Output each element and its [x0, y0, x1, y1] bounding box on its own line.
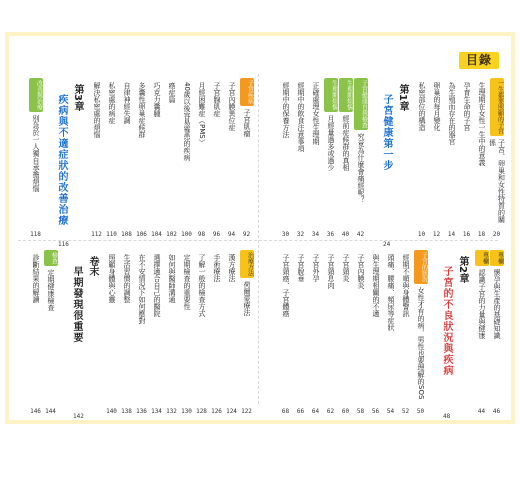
page-number: 18 [477, 231, 486, 238]
row-divider [18, 240, 498, 241]
page-number: 12 [432, 231, 441, 238]
page-number: 96 [212, 231, 221, 238]
chapter-heading[interactable] [50, 78, 86, 248]
toc-entry[interactable] [444, 78, 459, 238]
toc-entry-title: 子宮頸癌、子宮體癌 [282, 254, 290, 317]
toc-entry-title: 子宮頸息肉 [327, 254, 335, 289]
toc-entry[interactable] [28, 250, 43, 415]
page-number: 66 [296, 408, 305, 415]
toc-entry-title: 荷爾蒙療法 [243, 281, 251, 316]
toc-entry-title: 子宮外孕 [312, 254, 320, 282]
toc-entry-title: 自律神經失調 [123, 82, 131, 124]
page-number: 16 [462, 231, 471, 238]
toc-entry-title: 私密部位的構造 [418, 82, 426, 131]
toc-entry-title: 子宮內膜異位症 [228, 82, 236, 131]
toc-entry[interactable] [179, 78, 194, 238]
toc-entry[interactable] [278, 78, 293, 238]
page-number: 30 [281, 231, 290, 238]
toc-entry[interactable] [89, 78, 104, 238]
toc-entry-title: 為生殖而存在的器官 [448, 82, 456, 145]
section-label: 改善與治療 [29, 78, 43, 112]
toc-entry-title: 如何與醫師溝通 [168, 254, 176, 303]
toc-entry[interactable] [323, 78, 338, 238]
toc-entry[interactable] [209, 250, 224, 415]
toc-entry[interactable] [278, 250, 293, 415]
section-label: 子宮健康自我檢查 [354, 78, 368, 130]
toc-entry-title: 子宮脫垂 [297, 254, 305, 282]
page-number: 56 [371, 408, 380, 415]
toc-entry[interactable] [368, 250, 383, 415]
toc-entry-title: 漢方療法 [228, 254, 236, 282]
toc-entry-title: 經前症候群的真相 [342, 115, 350, 171]
toc-entry-title: 究竟為什麼會痛經呢？ [357, 133, 365, 203]
section-label: 子宮疾病 [240, 78, 254, 106]
toc-entry[interactable] [293, 78, 308, 238]
page-number: 92 [242, 231, 251, 238]
page-number: 10 [417, 231, 426, 238]
toc-entry[interactable] [119, 78, 134, 238]
page-number: 98 [197, 231, 206, 238]
toc-entry-title: 子宮內膜炎 [357, 254, 365, 289]
page-number: 146 [30, 408, 41, 415]
page-number: 108 [121, 231, 132, 238]
toc-entry-title: 解決私密處的煩惱 [93, 82, 101, 138]
page-number: 20 [492, 231, 501, 238]
toc-page-bottom-right [268, 250, 504, 420]
toc-entry[interactable] [489, 78, 504, 238]
toc-entry[interactable] [149, 78, 164, 238]
toc-entry-title: 月經量過多或過少 [327, 115, 335, 171]
toc-entry[interactable] [194, 78, 209, 238]
toc-entry[interactable] [209, 78, 224, 238]
page-number: 58 [356, 408, 365, 415]
page-number: 46 [492, 408, 501, 415]
toc-entry-title: 子宮、卵巢和女性特質的關係 [488, 139, 506, 223]
toc-entry-title: 多囊性卵巢症候群 [138, 82, 146, 138]
toc-entry-title: 卵巢的每月變化 [433, 82, 441, 131]
toc-entry-title: 手術療法 [213, 254, 221, 282]
toc-entry[interactable] [224, 250, 239, 415]
toc-entry[interactable] [308, 250, 323, 415]
toc-entry-title: 懷孕與生產的基礎知識 [493, 269, 501, 339]
page-number: 40 [341, 231, 350, 238]
chapter-heading[interactable] [65, 250, 101, 420]
toc-entry-title: 照顧身體與心靈 [108, 254, 116, 303]
toc-entry-title: 在不安情況下如何應對 [138, 254, 146, 324]
page-number: 106 [136, 231, 147, 238]
toc-entry[interactable] [429, 78, 444, 238]
toc-entry-title: 子宮肌瘤 [243, 109, 251, 137]
chapter-heading[interactable] [435, 250, 471, 420]
toc-entry-title: 了解一般的檢查方式 [198, 254, 206, 317]
toc-entry-title: 定期檢查的重要性 [183, 254, 191, 310]
page-number: 144 [45, 408, 56, 415]
toc-entry-title: 定期健康檢查 [47, 269, 55, 311]
toc-entry[interactable] [164, 250, 179, 415]
toc-entry[interactable] [224, 78, 239, 238]
chapter-number: 第2章 [457, 256, 468, 283]
page-number: 122 [241, 408, 252, 415]
toc-entry-title: 生活習慣的調整 [123, 254, 131, 303]
page-number: 14 [447, 231, 456, 238]
toc-entry[interactable] [179, 250, 194, 415]
page-number: 112 [91, 231, 102, 238]
toc-entry-title: 女性才有的病，男性也要理解的SOS [417, 287, 425, 400]
toc-title: 目錄 [459, 52, 499, 69]
page-number: 118 [30, 231, 41, 238]
page-number: 100 [181, 231, 192, 238]
toc-page-top-right [268, 78, 506, 248]
section-label: 檢查 [44, 250, 58, 266]
section-label: 生理期煩惱 [339, 78, 353, 112]
toc-entry[interactable] [149, 250, 164, 415]
toc-entry[interactable] [353, 78, 368, 238]
page-number: 54 [386, 408, 395, 415]
chapter-number: 卷末 [87, 256, 98, 276]
toc-entry[interactable] [383, 250, 398, 415]
page-number: 64 [311, 408, 320, 415]
toc-entry-title: 診斷結果的解讀 [32, 254, 40, 303]
toc-page-top-left [20, 78, 254, 248]
chapter-title: 子宮的不良狀況與疾病 [441, 266, 452, 376]
toc-entry[interactable] [353, 250, 368, 415]
page-number: 94 [227, 231, 236, 238]
toc-entry-title: 孕育生命的子宮 [463, 82, 471, 131]
spread-divider [258, 74, 259, 404]
toc-entry[interactable] [134, 78, 149, 238]
toc-entry-title: 與生理期相關的不適 [372, 254, 380, 317]
toc-entry-title: 經期中的飲食注意事項 [297, 82, 305, 152]
toc-entry-title: 子宮腺肌症 [213, 82, 221, 117]
toc-entry[interactable] [323, 250, 338, 415]
toc-page-bottom-left [20, 250, 254, 420]
section-label: 專欄 [490, 250, 504, 266]
page-number: 102 [166, 231, 177, 238]
page-number: 140 [106, 408, 117, 415]
chapter-number: 第1章 [397, 84, 408, 111]
toc-entry[interactable] [413, 250, 428, 415]
toc-entry[interactable] [104, 78, 119, 238]
page-number: 104 [151, 231, 162, 238]
chapter-number: 第3章 [72, 84, 83, 111]
page-number: 42 [356, 231, 365, 238]
toc-entry[interactable] [119, 250, 134, 415]
toc-entry[interactable] [194, 250, 209, 415]
section-label: 一生都要照顧的子宮 [490, 78, 504, 136]
page-number: 126 [211, 408, 222, 415]
section-label: 生理期煩惱 [324, 78, 338, 112]
page-number: 34 [311, 231, 320, 238]
section-label: 專欄 [475, 250, 489, 266]
page-number: 52 [401, 408, 410, 415]
toc-entry[interactable] [104, 250, 119, 415]
page-number: 128 [196, 408, 207, 415]
toc-entry-title: 月經困難症（PMS） [198, 82, 206, 146]
chapter-title: 子宮健康第一步 [381, 94, 392, 171]
page-number: 134 [151, 408, 162, 415]
page-number: 138 [121, 408, 132, 415]
toc-entry-title: 40歲以後容易罹患的疾病 [183, 82, 191, 161]
toc-entry-title: 認識子宮的力量與健康 [478, 269, 486, 339]
toc-entry[interactable] [474, 78, 489, 238]
toc-entry-title: 正確處理女性生理期 [312, 82, 320, 145]
page-number: 136 [136, 408, 147, 415]
toc-entry[interactable] [338, 78, 353, 238]
toc-entry-title: 生理期在女性一生中的意義 [478, 82, 486, 166]
page-number: 48 [443, 413, 451, 420]
toc-entry[interactable] [308, 78, 323, 238]
toc-entry[interactable] [293, 250, 308, 415]
toc-entry[interactable] [338, 250, 353, 415]
toc-entry[interactable] [28, 78, 43, 238]
page-number: 68 [281, 408, 290, 415]
toc-entry[interactable] [239, 250, 254, 415]
page-number: 142 [73, 413, 84, 420]
toc-entry-title: 別急於一人獨自承擔煩惱 [32, 115, 40, 192]
toc-entry[interactable] [398, 250, 413, 415]
chapter-heading[interactable] [375, 78, 411, 248]
page-number: 132 [166, 408, 177, 415]
toc-entry-title: 癌症篇 [168, 82, 176, 103]
toc-entry-title: 經期不順與身體警訊 [402, 254, 410, 317]
toc-entry[interactable] [164, 78, 179, 238]
page-number: 32 [296, 231, 305, 238]
toc-entry-title: 巧克力囊腫 [153, 82, 161, 117]
page-number: 110 [106, 231, 117, 238]
toc-entry[interactable] [414, 78, 429, 238]
toc-entry[interactable] [489, 250, 504, 415]
toc-entry[interactable] [43, 250, 58, 415]
toc-entry[interactable] [459, 78, 474, 238]
page-number: 124 [226, 408, 237, 415]
toc-entry[interactable] [474, 250, 489, 415]
page-number: 44 [477, 408, 486, 415]
toc-entry-title: 選擇適合自己的醫院 [153, 254, 161, 317]
page-number: 130 [181, 408, 192, 415]
page-number: 50 [416, 408, 425, 415]
page-number: 36 [326, 231, 335, 238]
page-number: 60 [341, 408, 350, 415]
page-number: 116 [58, 241, 69, 248]
toc-entry[interactable] [239, 78, 254, 238]
page-number: 62 [326, 408, 335, 415]
toc-entry-title: 私密處的病症 [108, 82, 116, 124]
toc-entry[interactable] [134, 250, 149, 415]
page-number: 24 [383, 241, 391, 248]
toc-entry-title: 子宮頸炎 [342, 254, 350, 282]
toc-entry-title: 經期中的保養方法 [282, 82, 290, 138]
toc-entry-title: 頭痛、腰痛、頻尿等症狀 [387, 254, 395, 331]
chapter-title: 疾病與不適症狀的改善治療 [56, 94, 67, 226]
chapter-title: 早期發現很重要 [71, 266, 82, 343]
section-label: 治療方法 [240, 250, 254, 278]
section-label: 子宮的狀況 [414, 250, 428, 284]
